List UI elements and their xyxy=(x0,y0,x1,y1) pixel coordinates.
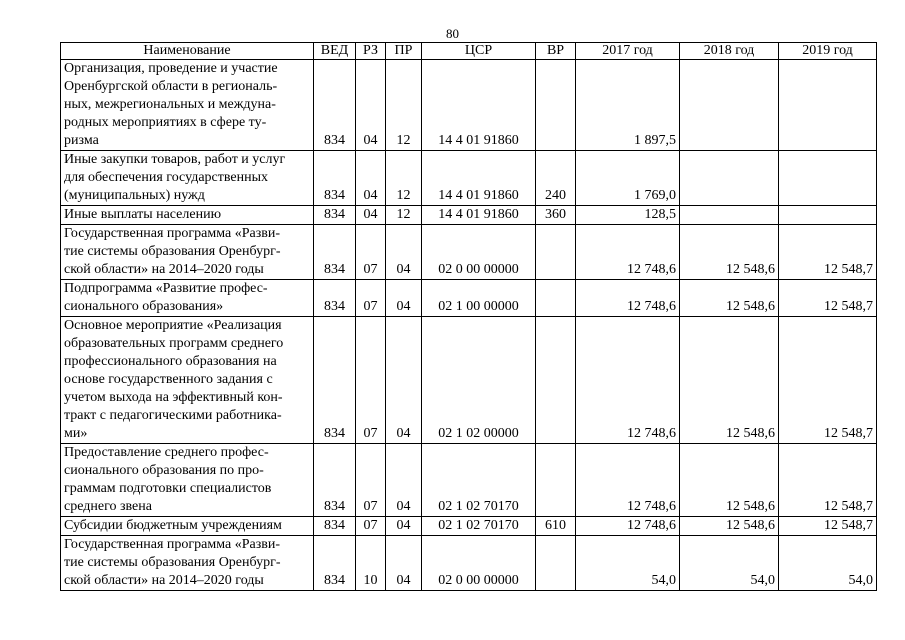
header-vr: ВР xyxy=(536,43,576,60)
amount-2019-cell xyxy=(779,206,877,225)
rz-cell: 07 xyxy=(356,317,386,444)
row-name-line: Оренбургской области в региональ- xyxy=(64,79,278,94)
row-name-line: для обеспечения государственных xyxy=(64,170,268,185)
table-row xyxy=(61,280,877,317)
header-name: Наименование xyxy=(61,43,314,60)
row-name-line: тие системы образования Оренбург- xyxy=(64,244,281,259)
row-name-line: Организация, проведение и участие xyxy=(64,61,278,76)
csr-cell: 02 0 00 00000 xyxy=(422,225,536,280)
amount-2019-cell: 12 548,7 xyxy=(779,225,877,280)
table-row xyxy=(61,151,877,206)
row-name-cell xyxy=(61,517,314,536)
table-row xyxy=(61,206,877,225)
ved-cell: 834 xyxy=(314,280,356,317)
row-name-line: тракт с педагогическими работника- xyxy=(64,408,282,423)
amount-2018-cell xyxy=(680,206,779,225)
pr-cell: 12 xyxy=(386,151,422,206)
header-pr: ПР xyxy=(386,43,422,60)
amount-2017-cell: 12 748,6 xyxy=(576,280,680,317)
table-header-row xyxy=(61,43,877,60)
amount-2017-cell: 12 748,6 xyxy=(576,444,680,517)
row-name-line: тие системы образования Оренбург- xyxy=(64,555,281,570)
amount-2017-cell: 54,0 xyxy=(576,536,680,591)
row-name-line: ризма xyxy=(64,133,99,148)
csr-cell: 14 4 01 91860 xyxy=(422,151,536,206)
pr-cell: 04 xyxy=(386,444,422,517)
amount-2018-cell: 12 548,6 xyxy=(680,517,779,536)
rz-cell: 07 xyxy=(356,280,386,317)
table-row xyxy=(61,536,877,591)
row-name-line: ской области» на 2014–2020 годы xyxy=(64,262,264,277)
pr-cell: 04 xyxy=(386,517,422,536)
ved-cell: 834 xyxy=(314,517,356,536)
amount-2019-cell xyxy=(779,60,877,151)
row-name-line: основе государственного задания с xyxy=(64,372,273,387)
row-name-line: образовательных программ среднего xyxy=(64,336,284,351)
amount-2017-cell: 1 769,0 xyxy=(576,151,680,206)
ved-cell: 834 xyxy=(314,536,356,591)
ved-cell: 834 xyxy=(314,317,356,444)
amount-2017-cell: 12 748,6 xyxy=(576,225,680,280)
pr-cell: 12 xyxy=(386,60,422,151)
pr-cell: 04 xyxy=(386,280,422,317)
vr-cell: 610 xyxy=(536,517,576,536)
row-name-cell xyxy=(61,225,314,280)
header-rz: РЗ xyxy=(356,43,386,60)
pr-cell: 04 xyxy=(386,225,422,280)
row-name-cell xyxy=(61,280,314,317)
header-2017: 2017 год xyxy=(576,43,680,60)
amount-2019-cell: 12 548,7 xyxy=(779,444,877,517)
row-name-line: граммам подготовки специалистов xyxy=(64,481,272,496)
table-row xyxy=(61,225,877,280)
row-name-line: Государственная программа «Разви- xyxy=(64,537,280,552)
row-name-cell xyxy=(61,536,314,591)
amount-2018-cell: 54,0 xyxy=(680,536,779,591)
row-name-line: Подпрограмма «Развитие профес- xyxy=(64,281,268,296)
csr-cell: 14 4 01 91860 xyxy=(422,60,536,151)
page-number: 80 xyxy=(446,26,459,41)
row-name-line: ской области» на 2014–2020 годы xyxy=(64,573,264,588)
table-row xyxy=(61,60,877,151)
vr-cell xyxy=(536,444,576,517)
row-name-line: ных, межрегиональных и междуна- xyxy=(64,97,276,112)
rz-cell: 07 xyxy=(356,517,386,536)
table-row xyxy=(61,517,877,536)
row-name-line: сионального образования по про- xyxy=(64,463,264,478)
rz-cell: 04 xyxy=(356,60,386,151)
header-2018: 2018 год xyxy=(680,43,779,60)
row-name-cell xyxy=(61,206,314,225)
vr-cell: 360 xyxy=(536,206,576,225)
row-name-line: учетом выхода на эффективный кон- xyxy=(64,390,283,405)
header-2019: 2019 год xyxy=(779,43,877,60)
row-name-cell xyxy=(61,317,314,444)
row-name-line: Иные выплаты населению xyxy=(64,207,222,222)
amount-2019-cell: 12 548,7 xyxy=(779,317,877,444)
csr-cell: 02 0 00 00000 xyxy=(422,536,536,591)
ved-cell: 834 xyxy=(314,444,356,517)
ved-cell: 834 xyxy=(314,151,356,206)
vr-cell xyxy=(536,280,576,317)
vr-cell xyxy=(536,225,576,280)
table-body xyxy=(61,60,877,591)
table-row xyxy=(61,444,877,517)
amount-2018-cell xyxy=(680,151,779,206)
pr-cell: 12 xyxy=(386,206,422,225)
pr-cell: 04 xyxy=(386,536,422,591)
budget-table xyxy=(60,42,877,591)
vr-cell: 240 xyxy=(536,151,576,206)
csr-cell: 02 1 02 00000 xyxy=(422,317,536,444)
table-row xyxy=(61,317,877,444)
amount-2018-cell: 12 548,6 xyxy=(680,444,779,517)
rz-cell: 04 xyxy=(356,151,386,206)
csr-cell: 14 4 01 91860 xyxy=(422,206,536,225)
row-name-line: родных мероприятиях в сфере ту- xyxy=(64,115,267,130)
ved-cell: 834 xyxy=(314,225,356,280)
row-name-line: ми» xyxy=(64,426,88,441)
header-ved: ВЕД xyxy=(314,43,356,60)
row-name-line: Основное мероприятие «Реализация xyxy=(64,318,282,333)
amount-2019-cell: 12 548,7 xyxy=(779,517,877,536)
row-name-line: Государственная программа «Разви- xyxy=(64,226,280,241)
amount-2019-cell: 54,0 xyxy=(779,536,877,591)
rz-cell: 07 xyxy=(356,444,386,517)
csr-cell: 02 1 00 00000 xyxy=(422,280,536,317)
rz-cell: 07 xyxy=(356,225,386,280)
amount-2018-cell: 12 548,6 xyxy=(680,280,779,317)
row-name-line: Предоставление среднего профес- xyxy=(64,445,269,460)
ved-cell: 834 xyxy=(314,206,356,225)
row-name-line: сионального образования» xyxy=(64,299,224,314)
amount-2017-cell: 12 748,6 xyxy=(576,317,680,444)
csr-cell: 02 1 02 70170 xyxy=(422,444,536,517)
amount-2018-cell: 12 548,6 xyxy=(680,225,779,280)
row-name-cell xyxy=(61,151,314,206)
csr-cell: 02 1 02 70170 xyxy=(422,517,536,536)
row-name-line: Иные закупки товаров, работ и услуг xyxy=(64,152,286,167)
row-name-line: среднего звена xyxy=(64,499,152,514)
amount-2019-cell xyxy=(779,151,877,206)
amount-2017-cell: 128,5 xyxy=(576,206,680,225)
row-name-line: Субсидии бюджетным учреждениям xyxy=(64,518,282,533)
row-name-cell xyxy=(61,444,314,517)
row-name-cell xyxy=(61,60,314,151)
header-csr: ЦСР xyxy=(422,43,536,60)
rz-cell: 04 xyxy=(356,206,386,225)
ved-cell: 834 xyxy=(314,60,356,151)
rz-cell: 10 xyxy=(356,536,386,591)
vr-cell xyxy=(536,536,576,591)
amount-2018-cell: 12 548,6 xyxy=(680,317,779,444)
row-name-line: (муниципальных) нужд xyxy=(64,188,205,203)
vr-cell xyxy=(536,60,576,151)
amount-2019-cell: 12 548,7 xyxy=(779,280,877,317)
amount-2017-cell: 12 748,6 xyxy=(576,517,680,536)
amount-2017-cell: 1 897,5 xyxy=(576,60,680,151)
amount-2018-cell xyxy=(680,60,779,151)
pr-cell: 04 xyxy=(386,317,422,444)
vr-cell xyxy=(536,317,576,444)
row-name-line: профессионального образования на xyxy=(64,354,277,369)
